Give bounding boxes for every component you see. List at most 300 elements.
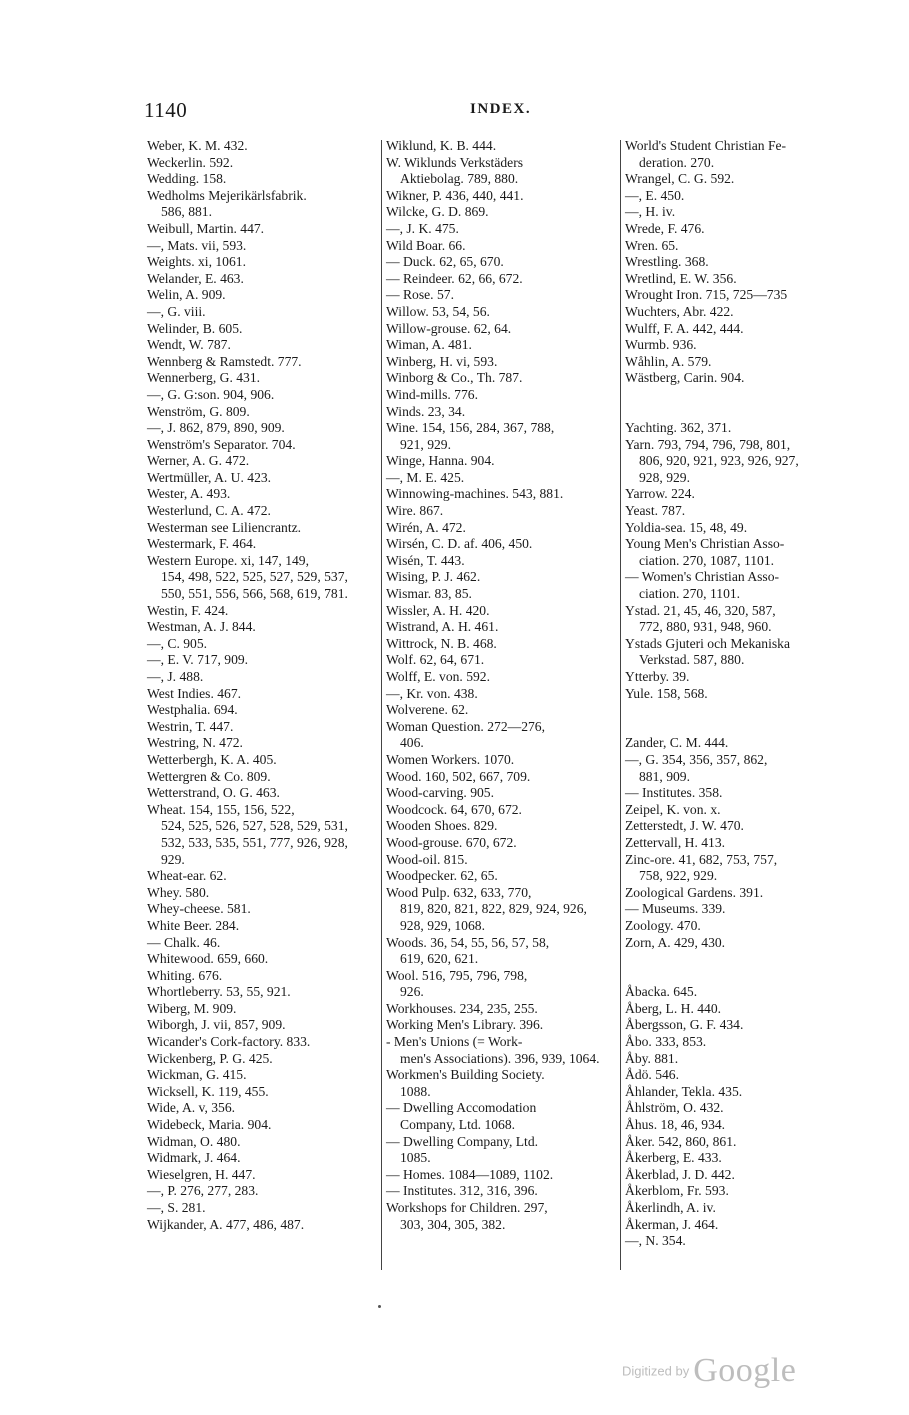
index-entry-continuation: 819, 820, 821, 822, 829, 924, 926, 928, 929, 1068. bbox=[400, 901, 587, 933]
index-entry-text: Wiberg, M. 909. bbox=[147, 1000, 237, 1016]
index-entry bbox=[625, 1017, 815, 1034]
index-entry-text: Wikner, P. 436, 440, 441. bbox=[386, 187, 524, 203]
index-entry-text: Wood Pulp. 632, 633, 770, bbox=[386, 884, 532, 900]
index-entry-text: Whortleberry. 53, 55, 921. bbox=[147, 984, 291, 1000]
index-entry-text: West Indies. 467. bbox=[147, 685, 242, 701]
index-entry-text: Woman Question. 272—276, bbox=[386, 718, 545, 734]
index-entry-text: Willow-grouse. 62, 64. bbox=[386, 320, 512, 336]
index-entry-text: Ystad. 21, 45, 46, 320, 587, bbox=[625, 602, 776, 618]
index-entry bbox=[625, 221, 815, 238]
index-entry bbox=[625, 785, 815, 802]
index-entry bbox=[625, 735, 815, 752]
index-entry bbox=[386, 586, 614, 603]
index-entry bbox=[386, 354, 614, 371]
index-column-3 bbox=[625, 138, 815, 1250]
index-entry bbox=[386, 337, 614, 354]
index-entry-continuation: deration. 270. bbox=[639, 154, 715, 170]
column-divider bbox=[381, 140, 382, 1270]
index-entry-text: Westring, N. 472. bbox=[147, 735, 243, 751]
index-entry bbox=[386, 818, 614, 835]
index-entry-text: Wennerberg, G. 431. bbox=[147, 370, 261, 386]
index-entry-text: Wretlind, E. W. 356. bbox=[625, 270, 737, 286]
index-entry bbox=[386, 254, 614, 271]
page-dot bbox=[378, 1305, 381, 1308]
index-entry-text: Wheat. 154, 155, 156, 522, bbox=[147, 801, 295, 817]
index-entry bbox=[147, 1134, 375, 1151]
index-column-2 bbox=[386, 138, 614, 1233]
index-entry-continuation: men's Associations). 396, 939, 1064. bbox=[400, 1050, 600, 1066]
index-entry-text: — Women's Christian Asso- bbox=[625, 569, 780, 585]
index-entry-text: —, M. E. 425. bbox=[386, 469, 465, 485]
index-entry bbox=[147, 238, 375, 255]
index-gap bbox=[625, 719, 815, 736]
index-entry bbox=[625, 603, 815, 636]
index-entry-text: Whey. 580. bbox=[147, 884, 210, 900]
index-entry bbox=[386, 1067, 614, 1100]
index-entry-text: Wood-carving. 905. bbox=[386, 785, 495, 801]
index-gap bbox=[625, 968, 815, 985]
index-entry bbox=[147, 370, 375, 387]
index-entry bbox=[625, 1150, 815, 1167]
index-entry-text: Wiklund, K. B. 444. bbox=[386, 138, 497, 153]
index-entry-text: Yeast. 787. bbox=[625, 503, 686, 519]
index-entry-text: Whey-cheese. 581. bbox=[147, 901, 251, 917]
index-entry bbox=[147, 636, 375, 653]
index-entry-text: Welin, A. 909. bbox=[147, 287, 226, 303]
index-entry bbox=[147, 337, 375, 354]
index-gap bbox=[625, 702, 815, 719]
index-entry-continuation: 772, 880, 931, 948, 960. bbox=[639, 619, 772, 635]
index-entry-text: Wijkander, A. 477, 486, 487. bbox=[147, 1216, 305, 1232]
index-gap bbox=[625, 387, 815, 404]
index-entry-continuation: 303, 304, 305, 382. bbox=[400, 1216, 506, 1232]
index-entry-text: Werner, A. G. 472. bbox=[147, 453, 250, 469]
index-entry bbox=[625, 337, 815, 354]
index-entry bbox=[625, 918, 815, 935]
index-entry bbox=[625, 1217, 815, 1234]
index-entry bbox=[147, 254, 375, 271]
index-entry-continuation: 806, 920, 921, 923, 926, 927, 928, 929. bbox=[639, 453, 799, 485]
index-entry-text: Winberg, H. vi, 593. bbox=[386, 353, 498, 369]
index-entry bbox=[625, 304, 815, 321]
index-entry bbox=[386, 652, 614, 669]
index-entry-text: Wine. 154, 156, 284, 367, 788, bbox=[386, 420, 555, 436]
index-entry bbox=[147, 1100, 375, 1117]
index-entry-text: Zeipel, K. von. x. bbox=[625, 801, 721, 817]
index-entry-continuation: 758, 922, 929. bbox=[639, 868, 718, 884]
index-entry-text: Yoldia-sea. 15, 48, 49. bbox=[625, 519, 748, 535]
index-entry-text: Åker. 542, 860, 861. bbox=[625, 1133, 737, 1149]
index-entry-text: —, J. 488. bbox=[147, 669, 204, 684]
index-entry-text: Woodcock. 64, 670, 672. bbox=[386, 801, 522, 817]
index-entry-text: —, E. V. 717, 909. bbox=[147, 652, 249, 668]
index-entry bbox=[147, 1034, 375, 1051]
index-entry bbox=[147, 752, 375, 769]
index-entry-text: Ådö. 546. bbox=[625, 1067, 679, 1083]
index-entry-text: — Rose. 57. bbox=[386, 287, 454, 303]
index-gap bbox=[625, 404, 815, 421]
index-entry bbox=[625, 1134, 815, 1151]
index-entry bbox=[147, 984, 375, 1001]
index-entry-text: Åhlander, Tekla. 435. bbox=[625, 1083, 743, 1099]
index-entry-text: Wide, A. v, 356. bbox=[147, 1100, 236, 1116]
index-entry bbox=[147, 188, 375, 221]
index-entry-text: Wetterstrand, O. G. 463. bbox=[147, 785, 280, 801]
index-entry bbox=[625, 1167, 815, 1184]
index-entry-text: Workshops for Children. 297, bbox=[386, 1200, 548, 1215]
index-entry bbox=[147, 486, 375, 503]
index-entry-text: Yarrow. 224. bbox=[625, 486, 695, 502]
index-entry-text: Wester, A. 493. bbox=[147, 486, 231, 502]
index-entry bbox=[147, 652, 375, 669]
index-entry bbox=[386, 420, 614, 453]
index-entry bbox=[386, 470, 614, 487]
index-entry bbox=[386, 188, 614, 205]
index-entry-text: Wisén, T. 443. bbox=[386, 552, 465, 568]
index-entry bbox=[386, 769, 614, 786]
index-entry-text: —, H. iv. bbox=[625, 204, 676, 220]
index-entry-text: Wickman, G. 415. bbox=[147, 1067, 247, 1083]
index-entry-text: Yachting. 362, 371. bbox=[625, 420, 732, 436]
index-entry-text: Young Men's Christian Asso- bbox=[625, 536, 785, 552]
index-entry bbox=[625, 503, 815, 520]
index-entry bbox=[625, 1034, 815, 1051]
index-entry-text: — Homes. 1084—1089, 1102. bbox=[386, 1166, 554, 1182]
index-entry bbox=[625, 238, 815, 255]
index-entry-text: Wire. 867. bbox=[386, 503, 444, 519]
index-entry-text: —, J. 862, 879, 890, 909. bbox=[147, 420, 285, 436]
index-entry-text: —, P. 276, 277, 283. bbox=[147, 1183, 259, 1199]
index-entry bbox=[625, 1100, 815, 1117]
index-entry bbox=[386, 387, 614, 404]
index-entry-continuation: ciation. 270, 1101. bbox=[639, 586, 741, 602]
index-entry-text: Wrought Iron. 715, 725—735 bbox=[625, 287, 788, 303]
index-entry-text: Zetterstedt, J. W. 470. bbox=[625, 818, 744, 834]
index-entry-text: — Dwelling Company, Ltd. bbox=[386, 1133, 539, 1149]
index-entry-text: Zettervall, H. 413. bbox=[625, 834, 726, 850]
index-entry bbox=[147, 387, 375, 404]
index-entry-text: —, S. 281. bbox=[147, 1200, 206, 1215]
index-entry-text: Wool. 516, 795, 796, 798, bbox=[386, 967, 528, 983]
index-entry-text: Whiting. 676. bbox=[147, 967, 223, 983]
index-entry-text: — Duck. 62, 65, 670. bbox=[386, 254, 504, 270]
index-entry bbox=[386, 968, 614, 1001]
index-entry bbox=[625, 204, 815, 221]
index-entry-text: Wurmb. 936. bbox=[625, 337, 697, 353]
index-entry-text: Westerman see Liliencrantz. bbox=[147, 519, 302, 535]
index-entry-text: Weckerlin. 592. bbox=[147, 154, 234, 170]
index-entry-text: Wettergren & Co. 809. bbox=[147, 768, 271, 784]
index-entry bbox=[386, 536, 614, 553]
index-entry-text: Wicksell, K. 119, 455. bbox=[147, 1083, 269, 1099]
index-entry bbox=[147, 221, 375, 238]
index-entry bbox=[386, 486, 614, 503]
index-entry bbox=[386, 719, 614, 752]
index-entry-text: Wiborgh, J. vii, 857, 909. bbox=[147, 1017, 286, 1033]
index-entry-text: Wrestling. 368. bbox=[625, 254, 709, 270]
index-entry bbox=[625, 536, 815, 569]
index-entry bbox=[386, 835, 614, 852]
index-entry-text: —, Mats. vii, 593. bbox=[147, 237, 247, 253]
index-entry-continuation: 406. bbox=[400, 735, 424, 751]
index-entry-text: Wulff, F. A. 442, 444. bbox=[625, 320, 744, 336]
index-entry-text: —, G. 354, 356, 357, 862, bbox=[625, 751, 768, 767]
index-entry-text: Wennberg & Ramstedt. 777. bbox=[147, 353, 302, 369]
index-entry-text: Åbergsson, G. F. 434. bbox=[625, 1017, 744, 1033]
index-entry bbox=[147, 702, 375, 719]
index-entry bbox=[147, 1067, 375, 1084]
index-entry-text: —, Kr. von. 438. bbox=[386, 685, 478, 701]
index-column-1 bbox=[147, 138, 375, 1233]
index-entry-text: Westerlund, C. A. 472. bbox=[147, 503, 271, 519]
index-entry bbox=[147, 1217, 375, 1234]
index-entry bbox=[147, 1017, 375, 1034]
index-entry bbox=[386, 868, 614, 885]
index-entry-text: Wenström's Separator. 704. bbox=[147, 436, 296, 452]
index-entry-text: — Institutes. 358. bbox=[625, 785, 723, 801]
index-entry bbox=[625, 271, 815, 288]
index-entry bbox=[147, 503, 375, 520]
index-entry-text: Wickenberg, P. G. 425. bbox=[147, 1050, 273, 1066]
index-entry-text: Zinc-ore. 41, 682, 753, 757, bbox=[625, 851, 778, 867]
index-entry bbox=[386, 686, 614, 703]
index-entry bbox=[386, 155, 614, 188]
index-entry-text: Wertmüller, A. U. 423. bbox=[147, 469, 272, 485]
index-entry-text: Wood-grouse. 670, 672. bbox=[386, 834, 517, 850]
index-entry bbox=[386, 1167, 614, 1184]
index-entry bbox=[147, 553, 375, 603]
index-entry-text: Weber, K. M. 432. bbox=[147, 138, 248, 153]
index-entry-text: Åkerlindh, A. iv. bbox=[625, 1200, 716, 1215]
index-entry bbox=[386, 1134, 614, 1167]
index-entry-text: Åbacka. 645. bbox=[625, 984, 698, 1000]
index-entry bbox=[386, 702, 614, 719]
index-entry bbox=[625, 138, 815, 171]
index-entry-text: Yule. 158, 568. bbox=[625, 685, 708, 701]
index-entry bbox=[386, 636, 614, 653]
index-entry bbox=[386, 569, 614, 586]
index-entry bbox=[147, 769, 375, 786]
index-entry bbox=[147, 885, 375, 902]
index-entry-text: Wheat-ear. 62. bbox=[147, 868, 227, 884]
index-entry-text: - Men's Unions (= Work- bbox=[386, 1034, 523, 1050]
index-entry bbox=[147, 901, 375, 918]
index-entry bbox=[147, 1150, 375, 1167]
index-entry bbox=[386, 802, 614, 819]
index-entry-text: Wind-mills. 776. bbox=[386, 386, 478, 402]
index-entry-text: Ytterby. 39. bbox=[625, 669, 690, 684]
index-entry-text: Workmen's Building Society. bbox=[386, 1067, 545, 1083]
index-entry bbox=[625, 885, 815, 902]
index-entry bbox=[625, 254, 815, 271]
index-entry-text: Wren. 65. bbox=[625, 237, 679, 253]
index-entry-text: —, G. viii. bbox=[147, 303, 206, 319]
index-entry-continuation: 586, 881. bbox=[161, 204, 212, 220]
index-entry bbox=[625, 1067, 815, 1084]
index-entry-text: Wuchters, Abr. 422. bbox=[625, 303, 734, 319]
index-entry bbox=[625, 984, 815, 1001]
index-entry-continuation: 1088. bbox=[400, 1083, 431, 1099]
index-entry-continuation: 926. bbox=[400, 984, 424, 1000]
index-entry-text: Westphalia. 694. bbox=[147, 702, 238, 718]
index-entry-text: Welinder, B. 605. bbox=[147, 320, 243, 336]
index-entry-text: Women Workers. 1070. bbox=[386, 751, 515, 767]
index-entry bbox=[386, 669, 614, 686]
index-entry-text: Wrangel, C. G. 592. bbox=[625, 171, 735, 187]
index-entry bbox=[625, 1117, 815, 1134]
index-entry bbox=[147, 520, 375, 537]
index-entry bbox=[625, 287, 815, 304]
index-entry-text: Wirsén, C. D. af. 406, 450. bbox=[386, 536, 533, 552]
index-entry-continuation: Aktiebolag. 789, 880. bbox=[400, 171, 519, 187]
index-entry bbox=[625, 354, 815, 371]
index-entry bbox=[147, 453, 375, 470]
index-entry bbox=[386, 138, 614, 155]
index-entry bbox=[386, 304, 614, 321]
index-entry-text: Westermark, F. 464. bbox=[147, 536, 257, 552]
index-entry bbox=[386, 603, 614, 620]
index-entry bbox=[147, 951, 375, 968]
index-entry-text: Zoological Gardens. 391. bbox=[625, 884, 764, 900]
index-entry-continuation: 921, 929. bbox=[400, 436, 451, 452]
index-entry bbox=[147, 1200, 375, 1217]
index-entry bbox=[147, 354, 375, 371]
index-entry-text: Wooden Shoes. 829. bbox=[386, 818, 498, 834]
index-entry bbox=[147, 155, 375, 172]
index-entry bbox=[147, 802, 375, 868]
index-entry bbox=[386, 238, 614, 255]
index-entry bbox=[625, 636, 815, 669]
index-entry bbox=[147, 138, 375, 155]
index-entry-text: Winge, Hanna. 904. bbox=[386, 453, 495, 469]
index-entry-continuation: 154, 498, 522, 525, 527, 529, 537, 550, 551, 556, 566, 568, 619, 781. bbox=[161, 569, 348, 602]
index-entry bbox=[147, 603, 375, 620]
index-entry-text: Åberg, L. H. 440. bbox=[625, 1000, 722, 1016]
index-entry-text: Åhus. 18, 46, 934. bbox=[625, 1117, 726, 1133]
index-entry-text: Yarn. 793, 794, 796, 798, 801, bbox=[625, 436, 791, 452]
index-entry bbox=[386, 1100, 614, 1133]
index-entry-text: Åkerblom, Fr. 593. bbox=[625, 1183, 729, 1199]
index-entry bbox=[386, 1200, 614, 1233]
index-entry-text: — Dwelling Accomodation bbox=[386, 1100, 537, 1116]
index-entry-text: Woods. 36, 54, 55, 56, 57, 58, bbox=[386, 934, 550, 950]
index-entry bbox=[386, 1001, 614, 1018]
index-entry bbox=[147, 918, 375, 935]
index-entry bbox=[625, 686, 815, 703]
index-entry-text: Wilcke, G. D. 869. bbox=[386, 204, 489, 220]
index-entry-text: Wedding. 158. bbox=[147, 171, 227, 187]
index-entry-text: Wittrock, N. B. 468. bbox=[386, 635, 497, 651]
index-entry-text: Weights. xi, 1061. bbox=[147, 254, 246, 270]
index-entry-text: Wolff, E. von. 592. bbox=[386, 669, 490, 684]
index-entry bbox=[625, 818, 815, 835]
index-entry-text: Ystads Gjuteri och Mekaniska bbox=[625, 635, 790, 651]
index-entry-text: Working Men's Library. 396. bbox=[386, 1017, 544, 1033]
index-entry bbox=[386, 453, 614, 470]
index-entry-text: Wolf. 62, 64, 671. bbox=[386, 652, 485, 668]
index-entry bbox=[625, 1200, 815, 1217]
index-entry-text: — Institutes. 312, 316, 396. bbox=[386, 1183, 538, 1199]
index-entry-text: Widmark, J. 464. bbox=[147, 1150, 241, 1166]
index-entry-text: Wendt, W. 787. bbox=[147, 337, 231, 353]
index-entry bbox=[147, 304, 375, 321]
index-entry bbox=[147, 1051, 375, 1068]
column-divider bbox=[620, 140, 621, 1270]
index-entry bbox=[386, 204, 614, 221]
index-entry-text: Wissler, A. H. 420. bbox=[386, 602, 490, 618]
index-entry bbox=[386, 1017, 614, 1034]
index-entry-text: Widman, O. 480. bbox=[147, 1133, 241, 1149]
index-entry-text: Winnowing-machines. 543, 881. bbox=[386, 486, 564, 502]
index-entry bbox=[386, 404, 614, 421]
index-entry-text: Zander, C. M. 444. bbox=[625, 735, 729, 751]
index-entry bbox=[147, 619, 375, 636]
index-entry bbox=[386, 503, 614, 520]
index-entry-continuation: Company, Ltd. 1068. bbox=[400, 1117, 516, 1133]
index-entry bbox=[147, 470, 375, 487]
index-entry bbox=[386, 852, 614, 869]
index-entry bbox=[625, 437, 815, 487]
index-entry bbox=[625, 1183, 815, 1200]
index-entry bbox=[625, 852, 815, 885]
index-entry-text: Wedholms Mejerikärlsfabrik. bbox=[147, 187, 307, 203]
index-entry-continuation: 619, 620, 621. bbox=[400, 951, 479, 967]
index-gap bbox=[625, 951, 815, 968]
index-entry-text: Wästberg, Carin. 904. bbox=[625, 370, 745, 386]
index-entry bbox=[147, 868, 375, 885]
index-entry-text: W. Wiklunds Verkstäders bbox=[386, 154, 524, 170]
index-entry-continuation: ciation. 270, 1087, 1101. bbox=[639, 552, 775, 568]
index-entry bbox=[147, 719, 375, 736]
digitized-watermark bbox=[622, 1352, 796, 1390]
index-entry bbox=[147, 968, 375, 985]
index-entry bbox=[147, 271, 375, 288]
index-entry bbox=[625, 752, 815, 785]
google-logo: Google bbox=[693, 1352, 797, 1389]
index-entry bbox=[147, 420, 375, 437]
index-entry-text: Wiman, A. 481. bbox=[386, 337, 472, 353]
index-entry-text: Whitewood. 659, 660. bbox=[147, 951, 269, 967]
index-entry-text: Åhlström, O. 432. bbox=[625, 1100, 724, 1116]
index-entry bbox=[147, 1183, 375, 1200]
index-entry-text: Wrede, F. 476. bbox=[625, 220, 705, 236]
index-entry bbox=[147, 321, 375, 338]
index-entry bbox=[386, 752, 614, 769]
index-entry-text: Wild Boar. 66. bbox=[386, 237, 466, 253]
index-entry bbox=[147, 735, 375, 752]
index-entry-text: — Museums. 339. bbox=[625, 901, 726, 917]
index-entry-text: Wolverene. 62. bbox=[386, 702, 469, 718]
index-entry bbox=[147, 171, 375, 188]
index-entry bbox=[386, 1034, 614, 1067]
index-entry-text: —, J. K. 475. bbox=[386, 220, 459, 236]
index-entry-text: Wood-oil. 815. bbox=[386, 851, 468, 867]
page-title: INDEX. bbox=[470, 101, 532, 117]
index-entry-text: Åkerblad, J. D. 442. bbox=[625, 1166, 735, 1182]
index-entry bbox=[625, 669, 815, 686]
index-entry bbox=[147, 287, 375, 304]
index-entry-text: Wåhlin, A. 579. bbox=[625, 353, 712, 369]
index-entry-text: Wising, P. J. 462. bbox=[386, 569, 481, 585]
index-entry bbox=[386, 221, 614, 238]
index-entry-text: Wirén, A. 472. bbox=[386, 519, 466, 535]
index-entry bbox=[625, 569, 815, 602]
index-entry-continuation: 1085. bbox=[400, 1150, 431, 1166]
index-entry bbox=[147, 1167, 375, 1184]
index-entry bbox=[386, 520, 614, 537]
index-entry-text: Åbo. 333, 853. bbox=[625, 1034, 707, 1050]
index-entry bbox=[147, 785, 375, 802]
